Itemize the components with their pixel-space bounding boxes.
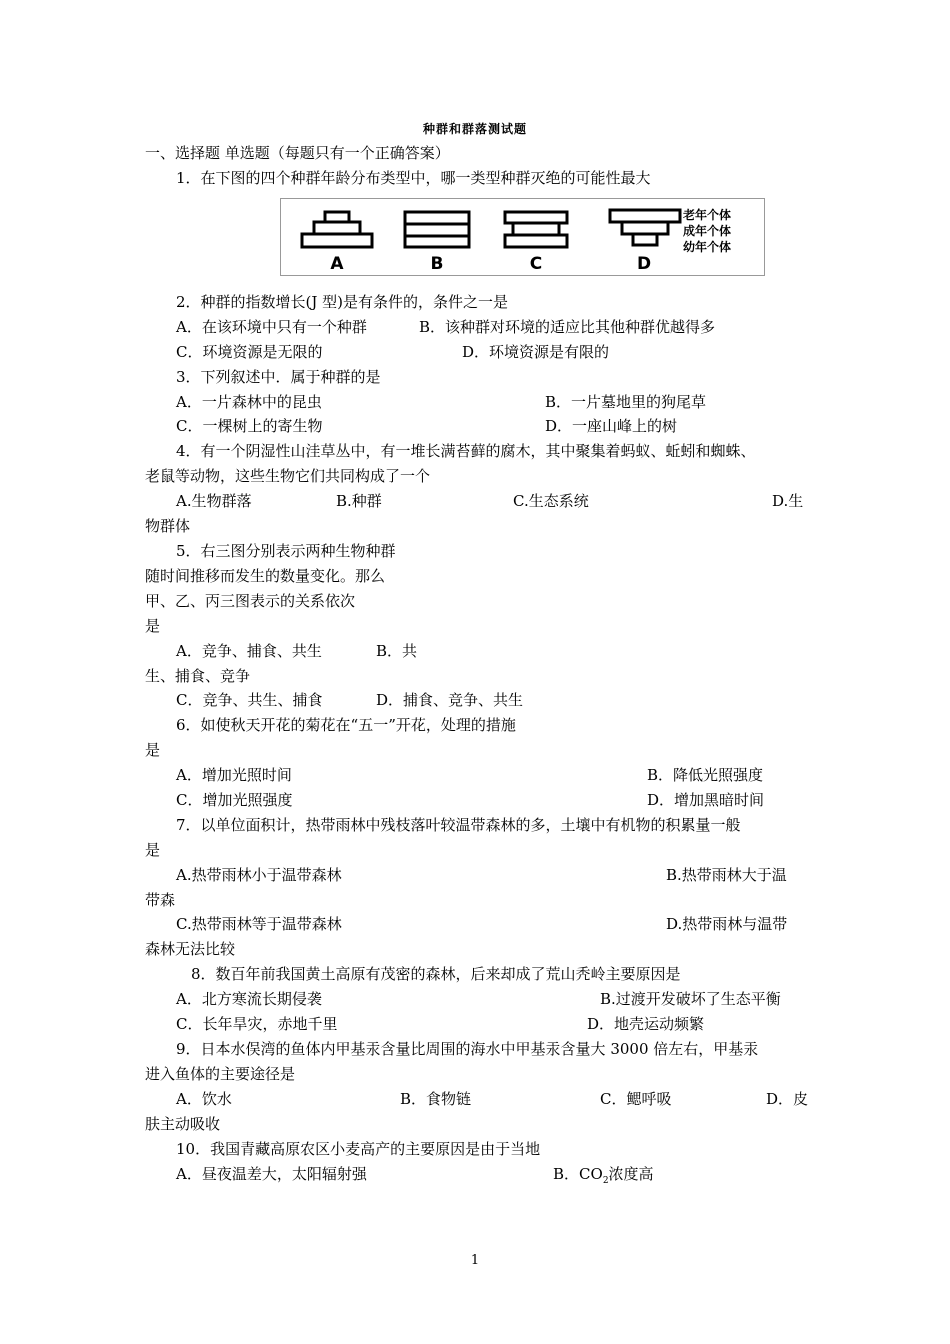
pyramid-b-old — [405, 212, 469, 224]
figure-label-a: A — [330, 254, 344, 274]
q7-option-a: A.热带雨林小于温带森林 — [176, 866, 342, 884]
q1-stem: 1．在下图的四个种群年龄分布类型中，哪一类型种群灭绝的可能性最大 — [176, 169, 651, 187]
q2-option-d: D．环境资源是有限的 — [462, 343, 610, 361]
figure-label-b: B — [430, 254, 444, 274]
legend-old: 老年个体 — [683, 208, 732, 222]
q4-option-a: A.生物群落 — [176, 492, 252, 510]
q2-option-a: A．在该环境中只有一个种群 — [176, 318, 367, 336]
q4-stem-line2: 老鼠等动物，这些生物它们共同构成了一个 — [145, 467, 431, 485]
figure-label-d: D — [636, 254, 652, 274]
pyramid-b-adult — [405, 224, 469, 236]
pyramid-d-young — [633, 234, 657, 245]
legend-young: 幼年个体 — [683, 240, 732, 254]
pyramid-b-young — [405, 236, 469, 247]
q5-option-c: C．竞争、共生、捕食 — [176, 691, 323, 709]
q8-stem: 8．数百年前我国黄土高原有茂密的森林，后来却成了荒山秃岭主要原因是 — [191, 965, 681, 983]
q9-stem-line2: 进入鱼体的主要途径是 — [145, 1065, 296, 1083]
q4-stem-line1: 4．有一个阴湿性山洼草丛中，有一堆长满苔藓的腐木，其中聚集着蚂蚁、蚯蚓和蜘蛛、 — [176, 442, 756, 460]
q5-stem-line3: 甲、乙、丙三图表示的关系依次 — [145, 592, 356, 610]
q5-option-b: B．共 — [376, 642, 418, 660]
q9-option-d-cont: 肤主动吸收 — [145, 1115, 221, 1133]
q9-option-c: C．鳃呼吸 — [600, 1090, 672, 1108]
pyramid-c-young — [505, 235, 567, 247]
pyramid-d-old — [610, 210, 680, 222]
q5-option-b-cont: 生、捕食、竞争 — [145, 667, 251, 685]
q8-option-d: D．地壳运动频繁 — [587, 1015, 705, 1033]
q3-stem: 3．下列叙述中．属于种群的是 — [176, 368, 381, 386]
q6-option-c: C．增加光照强度 — [176, 791, 293, 809]
q6-stem-line2: 是 — [145, 741, 161, 759]
q3-option-d: D．一座山峰上的树 — [545, 417, 678, 435]
pyramid-a-adult — [314, 222, 360, 234]
document-title: 种群和群落测试题 — [422, 122, 527, 136]
q7-stem-line1: 7．以单位面积计，热带雨林中残枝落叶较温带森林的多，土壤中有机物的积累量一般 — [176, 816, 741, 834]
q3-option-c: C．一棵树上的寄生物 — [176, 417, 323, 435]
q8-option-a: A．北方寒流长期侵袭 — [176, 990, 322, 1008]
q7-option-d: D.热带雨林与温带 — [666, 915, 788, 933]
q4-option-c: C.生态系统 — [513, 492, 589, 510]
q5-stem-line1: 5．右三图分别表示两种生物种群 — [176, 542, 396, 560]
q7-option-b: B.热带雨林大于温 — [666, 866, 787, 884]
q9-option-d: D．皮 — [766, 1090, 809, 1108]
q4-option-d: D.生 — [772, 492, 804, 510]
q8-option-b: B.过渡开发破坏了生态平衡 — [600, 990, 781, 1008]
q5-stem-line4: 是 — [145, 617, 161, 635]
q5-option-a: A．竞争、捕食、共生 — [176, 642, 322, 660]
q6-stem-line1: 6．如使秋天开花的菊花在“五一”开花，处理的措施 — [176, 716, 516, 734]
q5-stem-line2: 随时间推移而发生的数量变化。那么 — [145, 567, 386, 585]
q7-option-c: C.热带雨林等于温带森林 — [176, 915, 342, 933]
q7-option-b-cont: 带森 — [145, 891, 176, 909]
q2-option-b: B．该种群对环境的适应比其他种群优越得多 — [419, 318, 716, 336]
q10-option-b-suffix: 浓度高 — [608, 1165, 654, 1183]
q9-option-b: B．食物链 — [400, 1090, 472, 1108]
q3-option-b: B．一片墓地里的狗尾草 — [545, 393, 707, 411]
q7-stem-line2: 是 — [145, 841, 161, 859]
q6-option-d: D．增加黑暗时间 — [647, 791, 765, 809]
q10-option-b — [553, 1164, 654, 1191]
q7-option-d-cont: 森林无法比较 — [145, 940, 236, 958]
pyramid-a-young — [302, 234, 372, 247]
q6-option-b: B．降低光照强度 — [647, 766, 764, 784]
q2-option-c: C．环境资源是无限的 — [176, 343, 323, 361]
section-heading: 一、选择题 单选题（每题只有一个正确答案） — [145, 144, 450, 162]
page-number: 1 — [470, 1253, 480, 1268]
q10-stem: 10．我国青藏高原农区小麦高产的主要原因是由于当地 — [176, 1140, 541, 1158]
q4-option-d-cont: 物群体 — [145, 517, 191, 535]
legend-adult: 成年个体 — [683, 224, 732, 238]
pyramid-c-adult — [513, 223, 559, 235]
q3-option-a: A．一片森林中的昆虫 — [176, 393, 322, 411]
q6-option-a: A．增加光照时间 — [176, 766, 292, 784]
q2-stem: 2．种群的指数增长(J 型)是有条件的，条件之一是 — [176, 293, 509, 311]
q4-option-b: B.种群 — [336, 492, 382, 510]
pyramid-c-old — [505, 212, 567, 223]
q10-option-b-prefix: B．CO — [553, 1165, 603, 1183]
q9-stem-line1: 9．日本水俣湾的鱼体内甲基汞含量比周围的海水中甲基汞含量大 3000 倍左右，甲基汞 — [176, 1040, 759, 1058]
q9-option-a: A．饮水 — [176, 1090, 232, 1108]
q8-option-c: C．长年旱灾，赤地千里 — [176, 1015, 338, 1033]
figure-label-c: C — [529, 254, 543, 274]
pyramid-d-adult — [622, 222, 668, 234]
q5-option-d: D．捕食、竞争、共生 — [376, 691, 524, 709]
age-structure-figure — [280, 198, 765, 276]
co2-subscript: 2 — [602, 1176, 609, 1186]
q10-option-a: A．昼夜温差大，太阳辐射强 — [176, 1165, 367, 1183]
